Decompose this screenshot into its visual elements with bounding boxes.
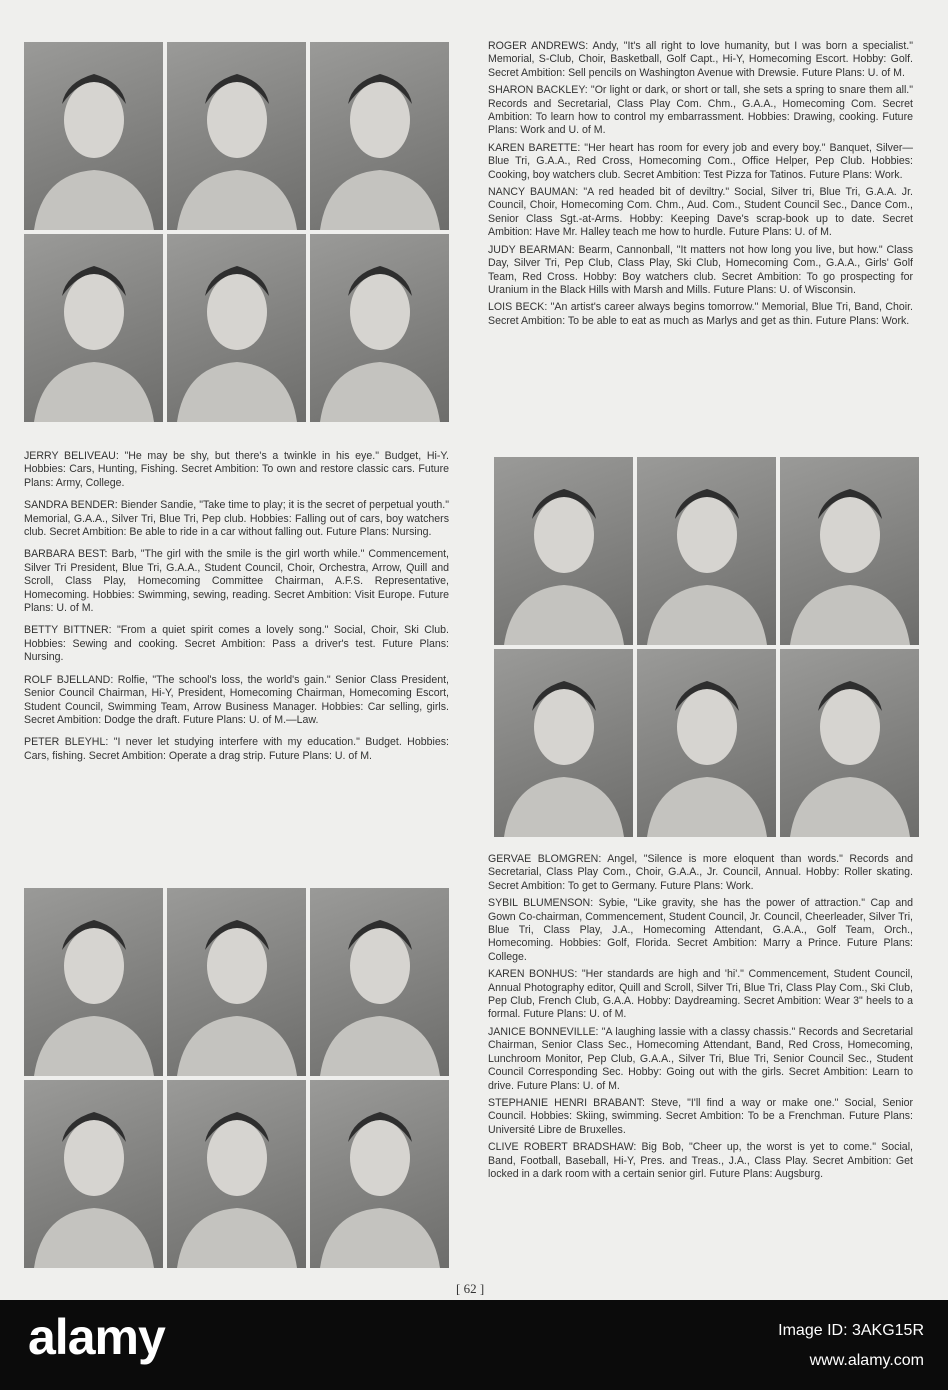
watermark-band [0, 1300, 948, 1390]
student-portrait [637, 649, 776, 837]
watermark-url: www.alamy.com [809, 1352, 924, 1369]
student-portrait [167, 42, 306, 230]
student-bio: PETER BLEYHL: "I never let studying interfere with my education." Budget. Hobbies: Cars, fishing. Secret Ambition: Operate a drag strip. Future Plans: U. of M. [24, 736, 449, 762]
student-portrait [310, 888, 449, 1076]
student-portrait [167, 1080, 306, 1268]
student-bio: KAREN BONHUS: "Her standards are high and 'hi'." Commencement, Student Council, Annual Photography editor, Quill and Scroll, Silver Tri, Blue Tri, Class Play Com., Ski Club, Pep Club, French Club, G.A.A. Hobby: Daydreaming. Secret Ambition: Wear 3" heels to a formal. Future Plans: U. of M. [488, 968, 913, 1021]
student-portrait [167, 888, 306, 1076]
student-portrait [310, 1080, 449, 1268]
student-bio: ROLF BJELLAND: Rolfie, "The school's loss, the world's gain." Senior Class President, Senior Council Chairman, Hi-Y, President, Homecoming Chairman, Homecoming Escort, Student Council, Swimming Team, Arrow Business Manager. Hobbies: Car selling, girls. Secret Ambition: Dodge the draft. Future Plans: U. of M.—Law. [24, 673, 449, 726]
student-portrait [494, 649, 633, 837]
student-portrait [780, 649, 919, 837]
left-bio-column [24, 450, 449, 772]
student-bio: BETTY BITTNER: "From a quiet spirit comes a lovely song." Social, Choir, Ski Club. Hobbies: Sewing and cooking. Secret Ambition: Pass a driver's test. Future Plans: Nursing. [24, 624, 449, 664]
student-bio: CLIVE ROBERT BRADSHAW: Big Bob, "Cheer up, the worst is yet to come." Social, Band, Football, Baseball, Hi-Y, Pres. and Treas., J.A., Class Play. Secret Ambition: Get locked in a dark room with a certain senior girl. Future Plans: Augsburg. [488, 1141, 913, 1180]
student-portrait [24, 888, 163, 1076]
portrait-grid-right [494, 457, 919, 837]
student-bio: STEPHANIE HENRI BRABANT: Steve, "I'll find a way or make one." Social, Senior Council. Hobbies: Skiing, swimming. Secret Ambition: To be a Frenchman. Future Plans: Université Libre de Bruxelles. [488, 1096, 913, 1136]
student-portrait [167, 234, 306, 422]
right-top-bio-column [488, 40, 913, 332]
page-number: [ 62 ] [456, 1281, 485, 1296]
right-bottom-bio-column [488, 853, 913, 1185]
student-portrait [310, 42, 449, 230]
watermark-info [778, 1316, 924, 1376]
student-portrait [24, 42, 163, 230]
student-bio: GERVAE BLOMGREN: Angel, "Silence is more eloquent than words." Records and Secretarial, Class Play Com., Choir, G.A.A., Jr. Council, Annual. Hobby: Roller skating. Secret Ambition: To get to Germany. Future Plans: Work. [488, 853, 913, 892]
student-bio: NANCY BAUMAN: "A red headed bit of deviltry." Social, Silver tri, Blue Tri, G.A.A. Jr. Council, Choir, Homecoming Com. Chm., Aud. Com., Student Council Sec., Dance Com., Senior Class Sgt.-at-Arms. Hobby: Keeping Dave's scrap-book up to date. Secret Ambition: Have Mr. Halley teach me how to hurdle. Future Plans: U. of M. [488, 186, 913, 239]
student-portrait [780, 457, 919, 645]
student-portrait [310, 234, 449, 422]
student-bio: SHARON BACKLEY: "Or light or dark, or short or tall, she sets a spring to snare them all." Records and Secretarial, Class Play Com. Chm., G.A.A., Homecoming Com. Secret Ambition: To learn how to control my embarrassment. Hobbies: Drawing, cooking. Future Plans: Work and U. of M. [488, 84, 913, 137]
student-bio: JERRY BELIVEAU: "He may be shy, but there's a twinkle in his eye." Budget, Hi-Y. Hobbies: Cars, Hunting, Fishing. Secret Ambition: To own and restore classic cars. Future Plans: Army, College. [24, 450, 449, 489]
student-bio: SANDRA BENDER: Biender Sandie, "Take time to play; it is the secret of perpetual youth." Memorial, G.A.A., Silver Tri, Blue Tri, Pep club. Hobbies: Falling out of cars, boy watchers club. Secret Ambition: Be able to ride in a car without falling out. Future Plans: Nursing. [24, 499, 449, 539]
portrait-grid-top-left [24, 42, 449, 422]
watermark-logo: alamy [28, 1309, 165, 1365]
student-portrait [637, 457, 776, 645]
student-bio: ROGER ANDREWS: Andy, "It's all right to love humanity, but I was born a specialist." Memorial, S-Club, Choir, Basketball, Golf Capt., Hi-Y, Homecoming Escort. Hobby: Golf. Secret Ambition: Sell pencils on Washington Avenue with Drewsie. Future Plans: U. of M. [488, 40, 913, 79]
student-bio: JANICE BONNEVILLE: "A laughing lassie with a classy chassis." Records and Secretarial Chairman, Senior Class Sec., Homecoming Attendant, Band, Red Cross, Homecoming, Lunchroom Monitor, Pep Club, G.A.A., Silver Tri, Blue Tri, Senior Council Sec., Student Council Corresponding Sec. Hobby: Going out with the girls. Secret Ambition: Learn to drive. Future Plans: U. of M. [488, 1025, 913, 1092]
student-bio: SYBIL BLUMENSON: Sybie, "Like gravity, she has the power of attraction." Cap and Gown Co-chairman, Commencement, Student Council, Jr. Council, Cheerleader, Silver Tri, Blue Tri, Class Play, J.A., Homecoming Attendant, G.A.A., Golf Team, Orch., Homecoming. Hobbies: Golf, Florida. Secret Ambition: Marry a Prince. Future Plans: College. [488, 897, 913, 963]
portrait-grid-bottom-left [24, 888, 449, 1268]
student-portrait [494, 457, 633, 645]
student-bio: LOIS BECK: "An artist's career always begins tomorrow." Memorial, Blue Tri, Band, Choir. Secret Ambition: To be able to eat as much as Marlys and get as thin. Future Plans: Work. [488, 301, 913, 327]
watermark-image-id: Image ID: 3AKG15R [778, 1322, 924, 1339]
student-bio: BARBARA BEST: Barb, "The girl with the smile is the girl worth while." Commencement, Silver Tri President, Blue Tri, G.A.A., Student Council, Choir, Orchestra, Arrow, Quill and Scroll, Class Play, Homecoming Committee Chairman, A.F.S. Representative, Homecoming. Hobbies: Swimming, sewing, reading. Secret Ambition: Visit Europe. Future Plans: U. of M. [24, 548, 449, 615]
student-portrait [24, 234, 163, 422]
student-bio: KAREN BARETTE: "Her heart has room for every job and every boy." Banquet, Silver—Blue Tri, G.A.A., Red Cross, Homecoming Com., Office Helper, Pep Club. Hobbies: Cooking, boy watchers club. Secret Ambition: Test Pizza for Tatinos. Future Plans: Work. [488, 141, 913, 181]
student-bio: JUDY BEARMAN: Bearm, Cannonball, "It matters not how long you live, but how." Class Day, Silver Tri, Pep Club, Class Play, Ski Club, Homecoming Com., G.A.A., Girls' Golf Team, Red Cross. Hobby: Boy watchers club. Secret Ambition: To go prospecting for Uranium in the Black Hills with Marsh and Mills. Future Plans: U. of Wisconsin. [488, 243, 913, 296]
student-portrait [24, 1080, 163, 1268]
